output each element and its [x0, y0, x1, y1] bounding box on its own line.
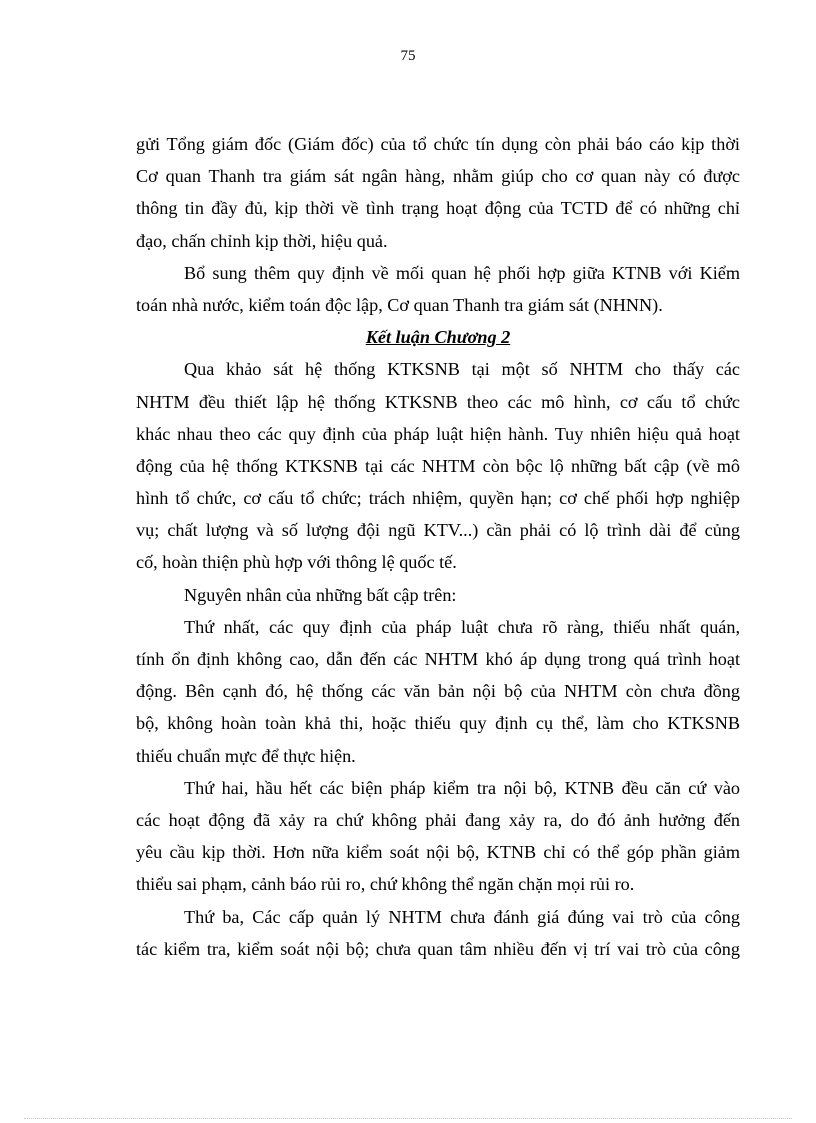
text-line: yêu cầu kịp thời. Hơn nữa kiểm soát nội bộ, KTNB chỉ có thể góp phần giảm — [136, 842, 740, 863]
paragraph-third-cause — [136, 901, 740, 965]
page-bottom-divider — [24, 1118, 792, 1119]
text-line: gửi Tổng giám đốc (Giám đốc) của tổ chức tín dụng còn phải báo cáo kịp thời — [136, 134, 740, 154]
section-heading: Kết luận Chương 2 — [365, 327, 511, 348]
text-line: NHTM đều thiết lập hệ thống KTKSNB theo các mô hình, cơ cấu tổ chức — [136, 391, 740, 412]
text-line: thiểu sai phạm, cảnh báo rủi ro, chứ không thể ngăn chặn mọi rủi ro. — [136, 874, 635, 895]
text-line: Qua khảo sát hệ thống KTKSNB tại một số NHTM cho thấy các — [184, 359, 740, 380]
text-line: Thứ nhất, các quy định của pháp luật chưa rõ ràng, thiếu nhất quán, — [184, 616, 740, 637]
text-line: Cơ quan Thanh tra giám sát ngân hàng, nhằm giúp cho cơ quan này có được — [136, 166, 740, 187]
text-line: tính ổn định không cao, dẫn đến các NHTM khó áp dụng trong quá trình hoạt — [136, 649, 740, 669]
text-line: khác nhau theo các quy định của pháp luật hiện hành. Tuy nhiên hiệu quả hoạt — [136, 423, 740, 444]
body-text — [136, 128, 740, 965]
text-line: thiếu chuẩn mực để thực hiện. — [136, 745, 356, 766]
paragraph-second-cause — [136, 772, 740, 901]
text-line: thông tin đầy đủ, kịp thời về tình trạng hoạt động của TCTD để có những chỉ — [136, 198, 740, 219]
page-number: 75 — [400, 48, 416, 64]
text-line: cố, hoàn thiện phù hợp với thông lệ quốc tế. — [136, 552, 457, 573]
text-line: động. Bên cạnh đó, hệ thống các văn bản nội bộ của NHTM còn chưa đồng — [136, 681, 740, 702]
text-line: đạo, chấn chỉnh kịp thời, hiệu quả. — [136, 230, 388, 251]
text-line: Thứ ba, Các cấp quản lý NHTM chưa đánh giá đúng vai trò của công — [184, 906, 740, 927]
text-line: Bổ sung thêm quy định về mối quan hệ phối hợp giữa KTNB với Kiểm — [184, 262, 740, 283]
text-line: động của hệ thống KTKSNB tại các NHTM còn bộc lộ những bất cập (về mô — [136, 455, 740, 476]
paragraph-first-cause — [136, 611, 740, 772]
paragraph-supplement — [136, 257, 740, 321]
paragraph-survey — [136, 353, 740, 578]
text-line: bộ, không hoàn toàn khả thi, hoặc thiếu quy định cụ thể, làm cho KTKSNB — [136, 713, 740, 734]
paragraph-causes-intro — [136, 579, 740, 611]
paragraph-continuation — [136, 128, 740, 257]
text-line: tác kiểm tra, kiểm soát nội bộ; chưa quan tâm nhiều đến vị trí vai trò của công — [136, 938, 740, 959]
text-line: Thứ hai, hầu hết các biện pháp kiểm tra nội bộ, KTNB đều căn cứ vào — [184, 777, 740, 798]
text-line: toán nhà nước, kiểm toán độc lập, Cơ quan Thanh tra giám sát (NHNN). — [136, 294, 663, 315]
text-line: hình tổ chức, cơ cấu tổ chức; trách nhiệm, quyền hạn; cơ chế phối hợp nghiệp — [136, 488, 740, 509]
text-line: vụ; chất lượng và số lượng đội ngũ KTV...) cần phải có lộ trình dài để củng — [136, 520, 740, 541]
text-line: các hoạt động đã xảy ra chứ không phải đang xảy ra, do đó ảnh hưởng đến — [136, 809, 740, 830]
text-line: Nguyên nhân của những bất cập trên: — [184, 584, 457, 605]
